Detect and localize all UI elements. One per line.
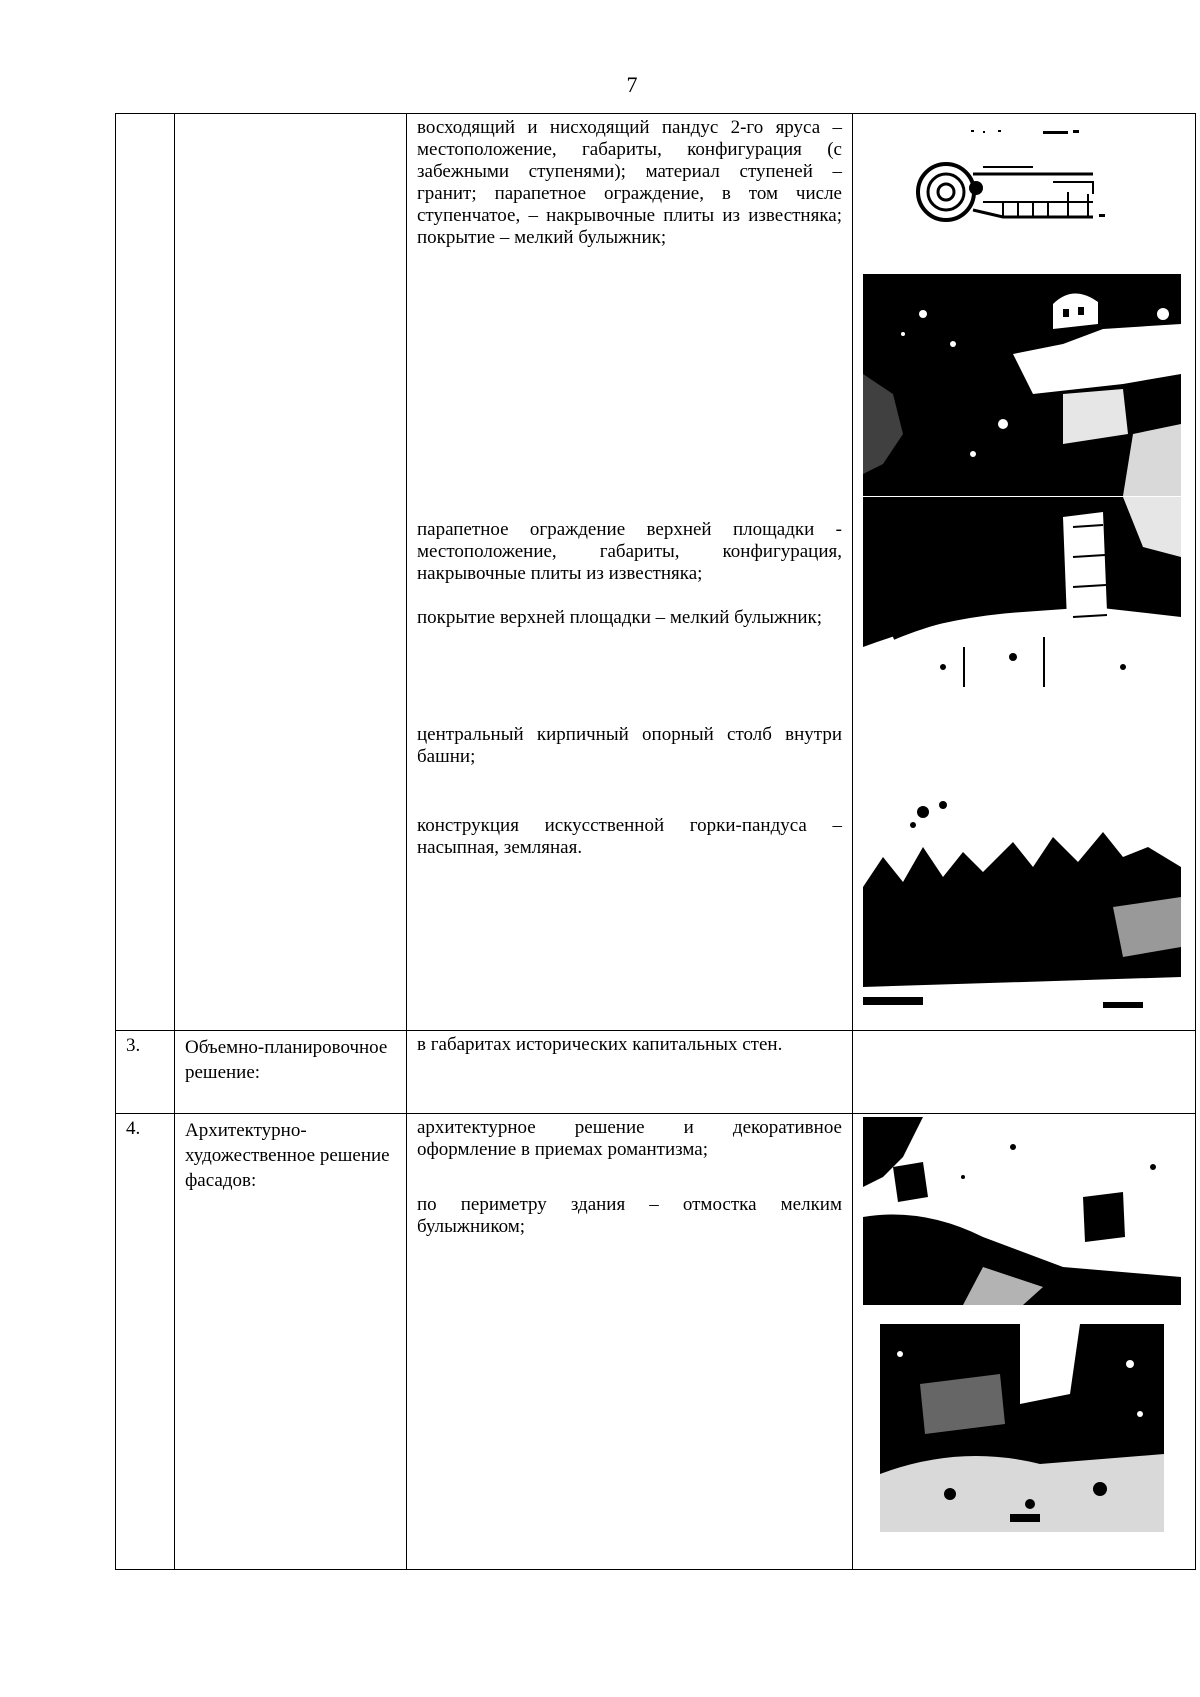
mound-photo-image [863,797,1181,1017]
table-row [116,1031,1196,1114]
page-number: 7 [626,72,638,97]
row-description-cell [407,114,853,1031]
description-paragraph: восходящий и нисходящий пандус 2-го яруса – местоположение, габариты, конфигурация (с забежными ступенями); материал ступеней – гранит; парапетное ограждение, в том числе ступенчатое, – накрывочные плиты из известняка; покрытие – мелкий булыжник; [417,117,842,248]
row-description-cell [407,1114,853,1570]
row-image-cell [853,114,1196,1031]
facade-photo-image [863,1117,1181,1305]
row-number-cell [116,114,175,1031]
row-name: Архитектурно-художественное решение фасадов: [175,1114,407,1570]
description-paragraph: архитектурное решение и декоративное оформление в приемах романтизма; [417,1117,842,1160]
parapet-photo-image [863,497,1181,697]
plan-drawing-image [863,122,1173,242]
row-image-cell [853,1114,1196,1570]
row-image-cell [853,1031,1196,1114]
table-row [116,1114,1196,1570]
description-paragraph: по периметру здания – отмостка мелким булыжником; [417,1194,842,1237]
description-paragraph: парапетное ограждение верхней площадки - местоположение, габариты, конфигурация, накрывочные плиты из известняка; [417,519,842,584]
description-paragraph: покрытие верхней площадки – мелкий булыжник; [417,607,822,628]
description-paragraph: центральный кирпичный опорный столб внутри башни; [417,724,842,767]
document-table [115,113,1196,1570]
row-number: 4. [116,1114,175,1570]
tower-photo-image [863,274,1181,496]
description-paragraph: конструкция искусственной горки-пандуса – насыпная, земляная. [417,815,842,858]
row-name-cell [175,114,407,1031]
facade-detail-photo-image [880,1324,1164,1532]
description-paragraph: в габаритах исторических капитальных стен. [407,1031,853,1114]
row-name: Объемно-планировочное решение: [175,1031,407,1114]
row-number: 3. [116,1031,175,1114]
table-row [116,114,1196,1031]
